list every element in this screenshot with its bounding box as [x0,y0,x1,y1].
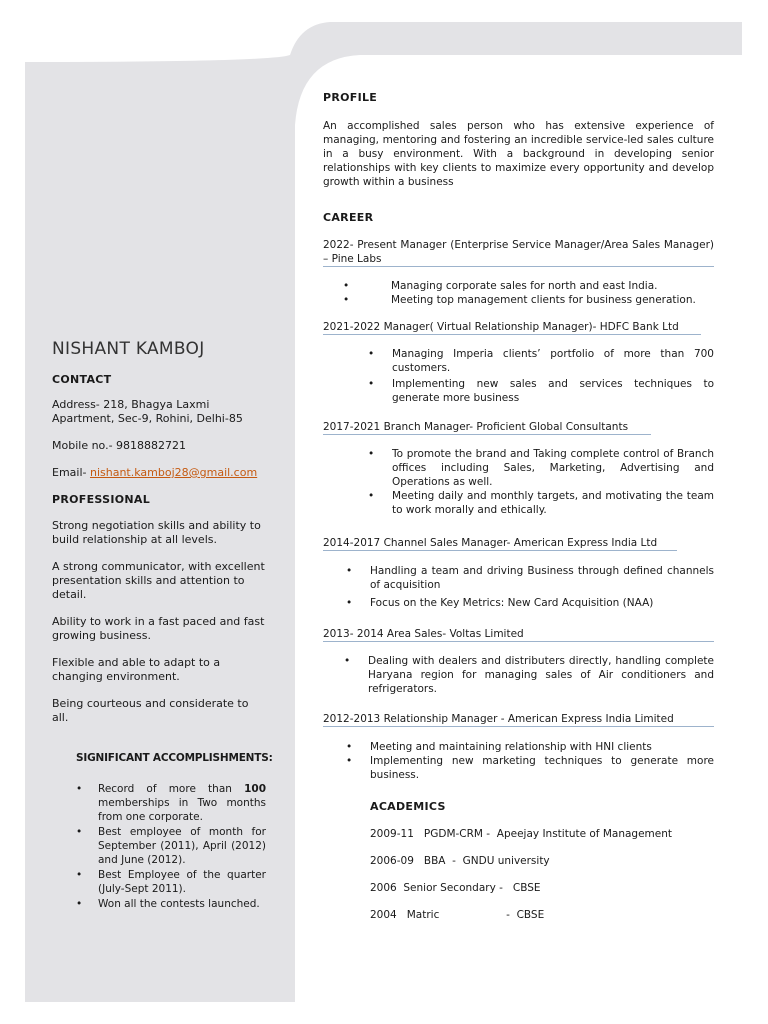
accomplishments-list [76,782,266,911]
academics-row: 2006 Senior Secondary - CBSE [370,882,541,894]
professional-heading: PROFESSIONAL [52,493,151,506]
list-item: • Dealing with dealers and distributers directly, handling complete Haryana region for managing sales of Air conditioners and refrigerators. [344,655,714,695]
job-title-voltas: 2013- 2014 Area Sales- Voltas Limited [323,627,714,642]
academics-row: 2004 Matric - CBSE [370,909,545,921]
professional-item: A strong communicator, with excellent presentation skills and attention to detail. [52,560,265,601]
list-item: • Meeting top management clients for business generation. [343,294,696,306]
list-item: • Meeting daily and monthly targets, and motivating the team to work morally and ethically. [368,490,714,516]
list-item: • Focus on the Key Metrics: New Card Acquisition (NAA) [346,597,654,609]
list-item: • Won all the contests launched. [76,898,260,910]
professional-item: Flexible and able to adapt to a changing environment. [52,656,221,683]
career-heading: CAREER [323,211,374,224]
job-title-pine-labs: 2022- Present Manager (Enterprise Service Manager/Area Sales Manager) – Pine Labs [323,239,714,265]
job-bullets-hdfc [368,347,714,405]
job-title-amex-rm: 2012-2013 Relationship Manager - American Express India Limited [323,712,714,727]
list-item: • Implementing new sales and services techniques to generate more business [368,378,714,404]
job-title-hdfc: 2021-2022 Manager( Virtual Relationship Manager)- HDFC Bank Ltd [323,320,701,335]
list-item: • Managing corporate sales for north and east India. [343,280,658,292]
contact-address: Address- 218, Bhagya Laxmi Apartment, Sec-9, Rohini, Delhi-85 [52,398,243,425]
professional-item: Strong negotiation skills and ability to build relationship at all levels. [52,519,261,546]
job-bullets-proficient [368,447,714,517]
academics-row: 2006-09 BBA - GNDU university [370,855,550,867]
list-item: • Handling a team and driving Business through defined channels of acquisition [346,565,714,591]
list-item: • Best employee of month for September (2011), April (2012) and June (2012). [76,826,266,866]
list-item: • Implementing new marketing techniques to generate more business. [346,755,714,781]
list-item: • Meeting and maintaining relationship with HNI clients [346,741,652,753]
professional-item: Ability to work in a fast paced and fast growing business. [52,615,265,642]
academics-heading: ACADEMICS [370,800,446,813]
profile-text: An accomplished sales person who has extensive experience of managing, mentoring and fostering an incredible service-led sales culture in a busy environment. With a background in developing senior relationships with key clients to maximize every opportunity and develop growth within a business [323,120,714,188]
candidate-name: NISHANT KAMBOJ [52,339,205,359]
job-bullets-pine-labs [343,279,714,307]
list-item: • Record of more than 100 memberships in Two months from one corporate. [76,783,266,823]
academics-row: 2009-11 PGDM-CRM - Apeejay Institute of Management [370,828,673,840]
list-item: • Managing Imperia clients’ portfolio of more than 700 customers. [368,348,714,374]
list-item: • Best Employee of the quarter (July-Sept 2011). [76,869,266,895]
professional-item: Being courteous and considerate to all. [52,697,249,724]
email-label: Email- [52,466,90,479]
job-title-proficient: 2017-2021 Branch Manager- Proficient Global Consultants [323,420,651,435]
job-bullets-amex-channel [346,564,714,610]
contact-email-row [52,466,257,480]
job-title-amex-channel: 2014-2017 Channel Sales Manager- American Express India Ltd [323,536,677,551]
job-bullets-amex-rm [346,740,714,782]
contact-heading: CONTACT [52,373,112,386]
list-item: • To promote the brand and Taking complete control of Branch offices including Sales, Marketing, Advertising and Operations as well. [368,448,714,488]
contact-mobile: Mobile no.- 9818882721 [52,439,187,452]
job-bullets-voltas [344,654,714,696]
email-link[interactable]: nishant.kamboj28@gmail.com [89,466,258,479]
profile-heading: PROFILE [323,91,378,104]
accomplishments-heading: SIGNIFICANT ACCOMPLISHMENTS: [76,752,273,764]
